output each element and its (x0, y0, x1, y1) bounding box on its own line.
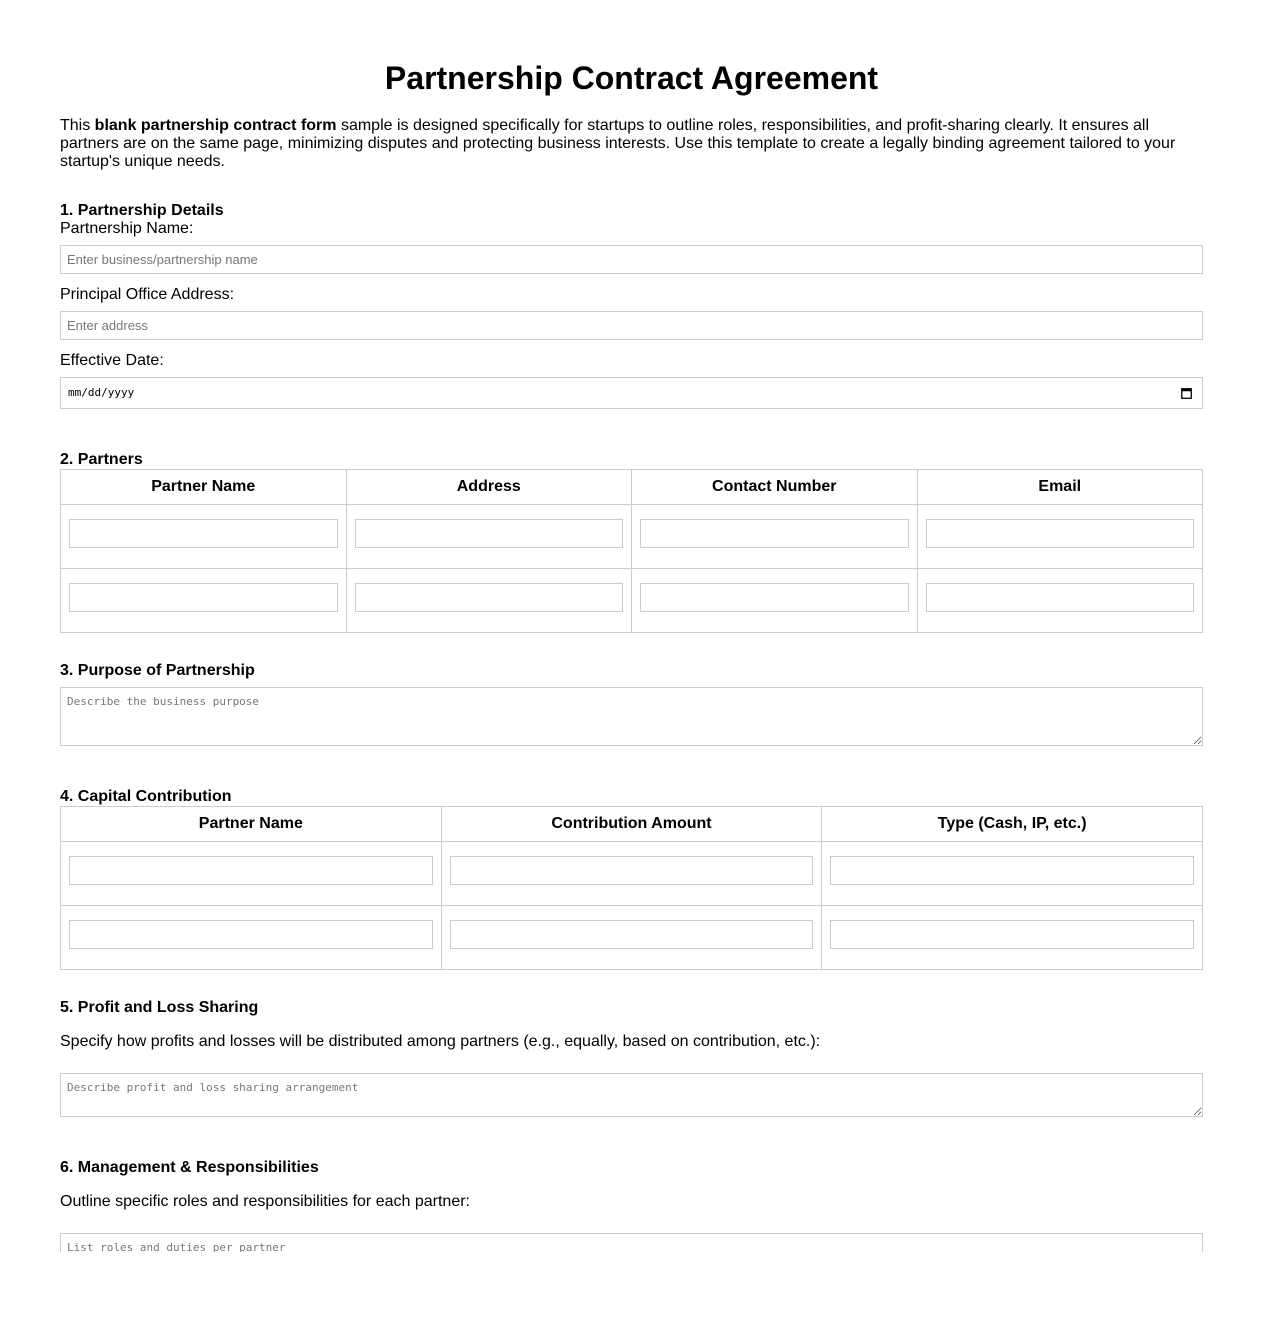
table-cell (917, 569, 1203, 633)
section-profit-loss (60, 999, 1203, 1117)
section-management (60, 1159, 1203, 1252)
table-row (61, 906, 1203, 970)
table-row (61, 505, 1203, 569)
section-title-management: 6. Management & Responsibilities (60, 1159, 319, 1176)
capital-1-partner-input[interactable] (69, 856, 433, 885)
capital-table (60, 806, 1203, 970)
column-header-email: Email (917, 470, 1203, 505)
profit-loss-textarea[interactable] (60, 1073, 1203, 1117)
table-cell (632, 569, 918, 633)
intro-suffix: sample is designed specifically for startups to outline roles, responsibilities, and profit-sharing clearly. It ensures all partners are on the same page, minimizing disputes and protecting business interests. Use this template to create a legally binding agreement tailored to your startup's unique needs. (60, 117, 1176, 170)
partner-2-email-input[interactable] (926, 583, 1195, 612)
table-cell (61, 906, 442, 970)
roles-duties-textarea[interactable] (60, 1233, 1203, 1252)
capital-2-type-input[interactable] (830, 920, 1194, 949)
office-address-input[interactable] (60, 311, 1203, 340)
section-title-profit-loss: 5. Profit and Loss Sharing (60, 999, 259, 1016)
table-cell (822, 842, 1203, 906)
intro-paragraph (60, 117, 1203, 171)
table-cell (61, 842, 442, 906)
section-partnership-details (60, 202, 1203, 409)
partners-table (60, 469, 1203, 633)
table-cell (346, 505, 632, 569)
table-cell (822, 906, 1203, 970)
partner-2-contact-input[interactable] (640, 583, 909, 612)
column-header-partner-name: Partner Name (61, 470, 347, 505)
column-header-partner-name: Partner Name (61, 807, 442, 842)
section-title-purpose: 3. Purpose of Partnership (60, 662, 255, 679)
section-title-partners: 2. Partners (60, 451, 143, 468)
intro-prefix: This (60, 117, 95, 134)
capital-2-amount-input[interactable] (450, 920, 814, 949)
section-title-capital: 4. Capital Contribution (60, 788, 232, 805)
table-cell (632, 505, 918, 569)
partner-1-address-input[interactable] (355, 519, 624, 548)
table-row (61, 569, 1203, 633)
effective-date-label: Effective Date: (60, 352, 164, 369)
partner-2-address-input[interactable] (355, 583, 624, 612)
business-purpose-textarea[interactable] (60, 687, 1203, 746)
partnership-name-input[interactable] (60, 245, 1203, 274)
partner-1-email-input[interactable] (926, 519, 1195, 548)
table-header-row (61, 470, 1203, 505)
column-header-contribution-amount: Contribution Amount (441, 807, 822, 842)
capital-1-amount-input[interactable] (450, 856, 814, 885)
table-cell (441, 906, 822, 970)
calendar-icon[interactable] (1181, 387, 1192, 399)
partnership-name-label: Partnership Name: (60, 220, 194, 237)
partner-2-name-input[interactable] (69, 583, 338, 612)
page-title: Partnership Contract Agreement (384, 60, 879, 96)
contract-page (60, 0, 1203, 1252)
intro-bold-phrase: blank partnership contract form (94, 117, 337, 134)
section-title-details: 1. Partnership Details (60, 202, 224, 219)
management-description: Outline specific roles and responsibilities for each partner: (60, 1193, 470, 1210)
table-cell (917, 505, 1203, 569)
section-capital-contribution (60, 788, 1203, 970)
capital-2-partner-input[interactable] (69, 920, 433, 949)
table-cell (346, 569, 632, 633)
column-header-address: Address (346, 470, 632, 505)
partner-1-name-input[interactable] (69, 519, 338, 548)
capital-1-type-input[interactable] (830, 856, 1194, 885)
table-cell (61, 569, 347, 633)
table-header-row (61, 807, 1203, 842)
office-address-label: Principal Office Address: (60, 286, 235, 303)
section-partners (60, 451, 1203, 633)
column-header-type: Type (Cash, IP, etc.) (822, 807, 1203, 842)
partner-1-contact-input[interactable] (640, 519, 909, 548)
effective-date-input[interactable] (60, 377, 1203, 409)
table-cell (61, 505, 347, 569)
profit-loss-description: Specify how profits and losses will be distributed among partners (e.g., equally, based on contribution, etc.): (60, 1033, 821, 1050)
date-placeholder: mm/dd/yyyy (68, 386, 135, 399)
section-purpose (60, 662, 1203, 746)
table-cell (441, 842, 822, 906)
table-row (61, 842, 1203, 906)
column-header-contact-number: Contact Number (632, 470, 918, 505)
